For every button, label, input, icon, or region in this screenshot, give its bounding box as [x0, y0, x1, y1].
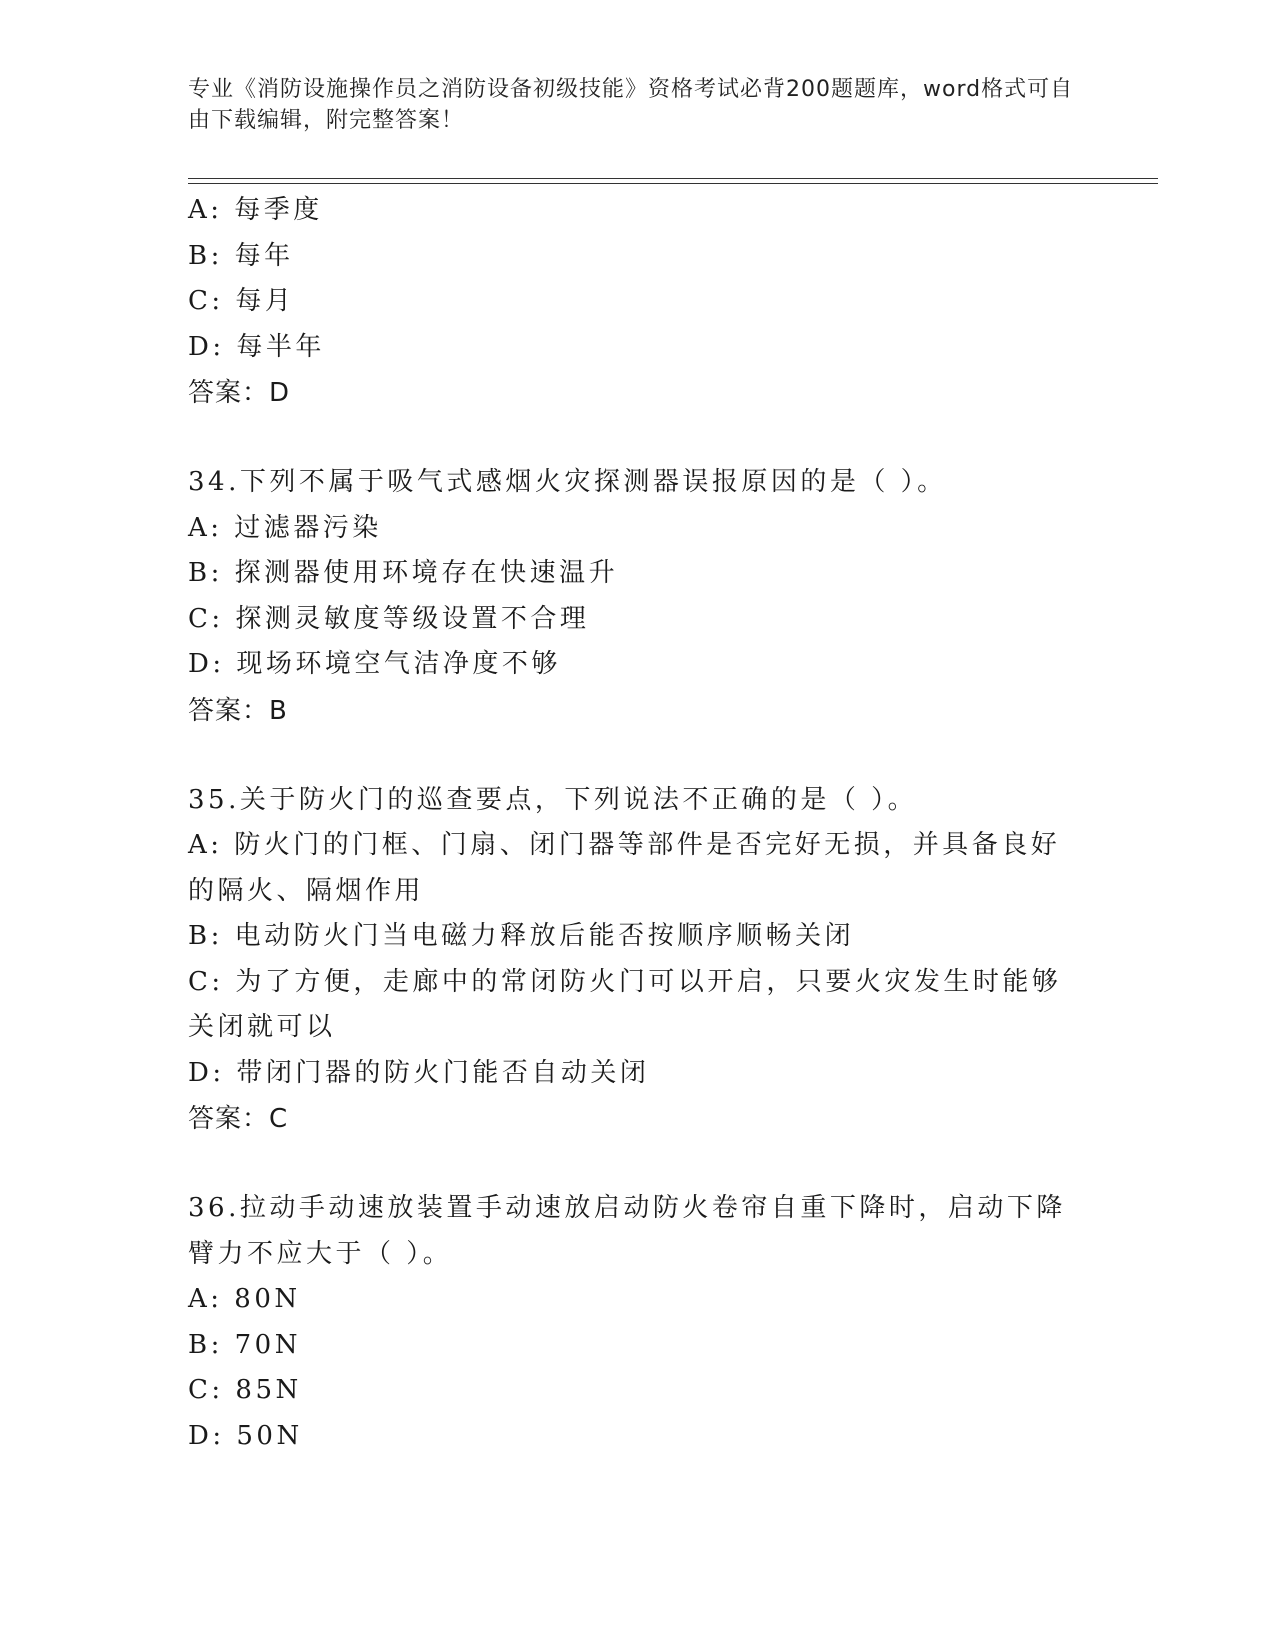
- document-header: 专业《消防设施操作员之消防设备初级技能》资格考试必背200题题库，word格式可自由下载编辑，附完整答案！: [188, 77, 1074, 133]
- q33-option-d: D: 每半年: [188, 331, 325, 362]
- question-list: [188, 188, 1088, 1459]
- q35-option-a: A: 防火门的门框、门扇、闭门器等部件是否完好无损，并具备良好的隔火、隔烟作用: [188, 830, 1061, 906]
- q35-stem: 35.关于防火门的巡查要点，下列说法不正确的是（ ）。: [188, 784, 918, 815]
- q36-option-d: D: 50N: [188, 1420, 303, 1451]
- q34-option-d: D: 现场环境空气洁净度不够: [188, 649, 561, 679]
- spacer: [188, 734, 1088, 778]
- question-35: [188, 778, 1088, 1143]
- spacer: [188, 1142, 1088, 1186]
- q33-option-c: C: 每月: [188, 286, 295, 316]
- q35-answer: 答案：C: [188, 1104, 289, 1134]
- header-rule-top: [188, 178, 1158, 179]
- q35-option-c: C: 为了方便，走廊中的常闭防火门可以开启，只要火灾发生时能够关闭就可以: [188, 966, 1062, 1042]
- header-rule-bottom: [188, 183, 1158, 184]
- q35-option-d: D: 带闭门器的防火门能否自动关闭: [188, 1057, 650, 1088]
- question-33: [188, 188, 1088, 416]
- spacer: [188, 416, 1088, 460]
- q36-option-a: A: 80N: [188, 1284, 301, 1314]
- question-36: [188, 1186, 1088, 1459]
- q36-option-b: B: 70N: [188, 1329, 301, 1360]
- q34-stem: 34.下列不属于吸气式感烟火灾探测器误报原因的是（ ）。: [188, 467, 947, 497]
- q34-option-c: C: 探测灵敏度等级设置不合理: [188, 603, 590, 634]
- q34-option-b: B: 探测器使用环境存在快速温升: [188, 558, 619, 588]
- q36-option-c: C: 85N: [188, 1375, 302, 1405]
- q35-option-b: B: 电动防火门当电磁力释放后能否按顺序顺畅关闭: [188, 921, 855, 951]
- q33-option-a: A: 每季度: [188, 195, 323, 225]
- q36-stem: 36.拉动手动速放装置手动速放启动防火卷帘自重下降时，启动下降臂力不应大于（ ）。: [188, 1193, 1066, 1269]
- question-34: [188, 460, 1088, 734]
- q34-option-a: A: 过滤器污染: [188, 512, 382, 543]
- q33-answer: 答案：D: [188, 378, 291, 408]
- q34-answer: 答案：B: [188, 695, 288, 726]
- q33-option-b: B: 每年: [188, 240, 294, 271]
